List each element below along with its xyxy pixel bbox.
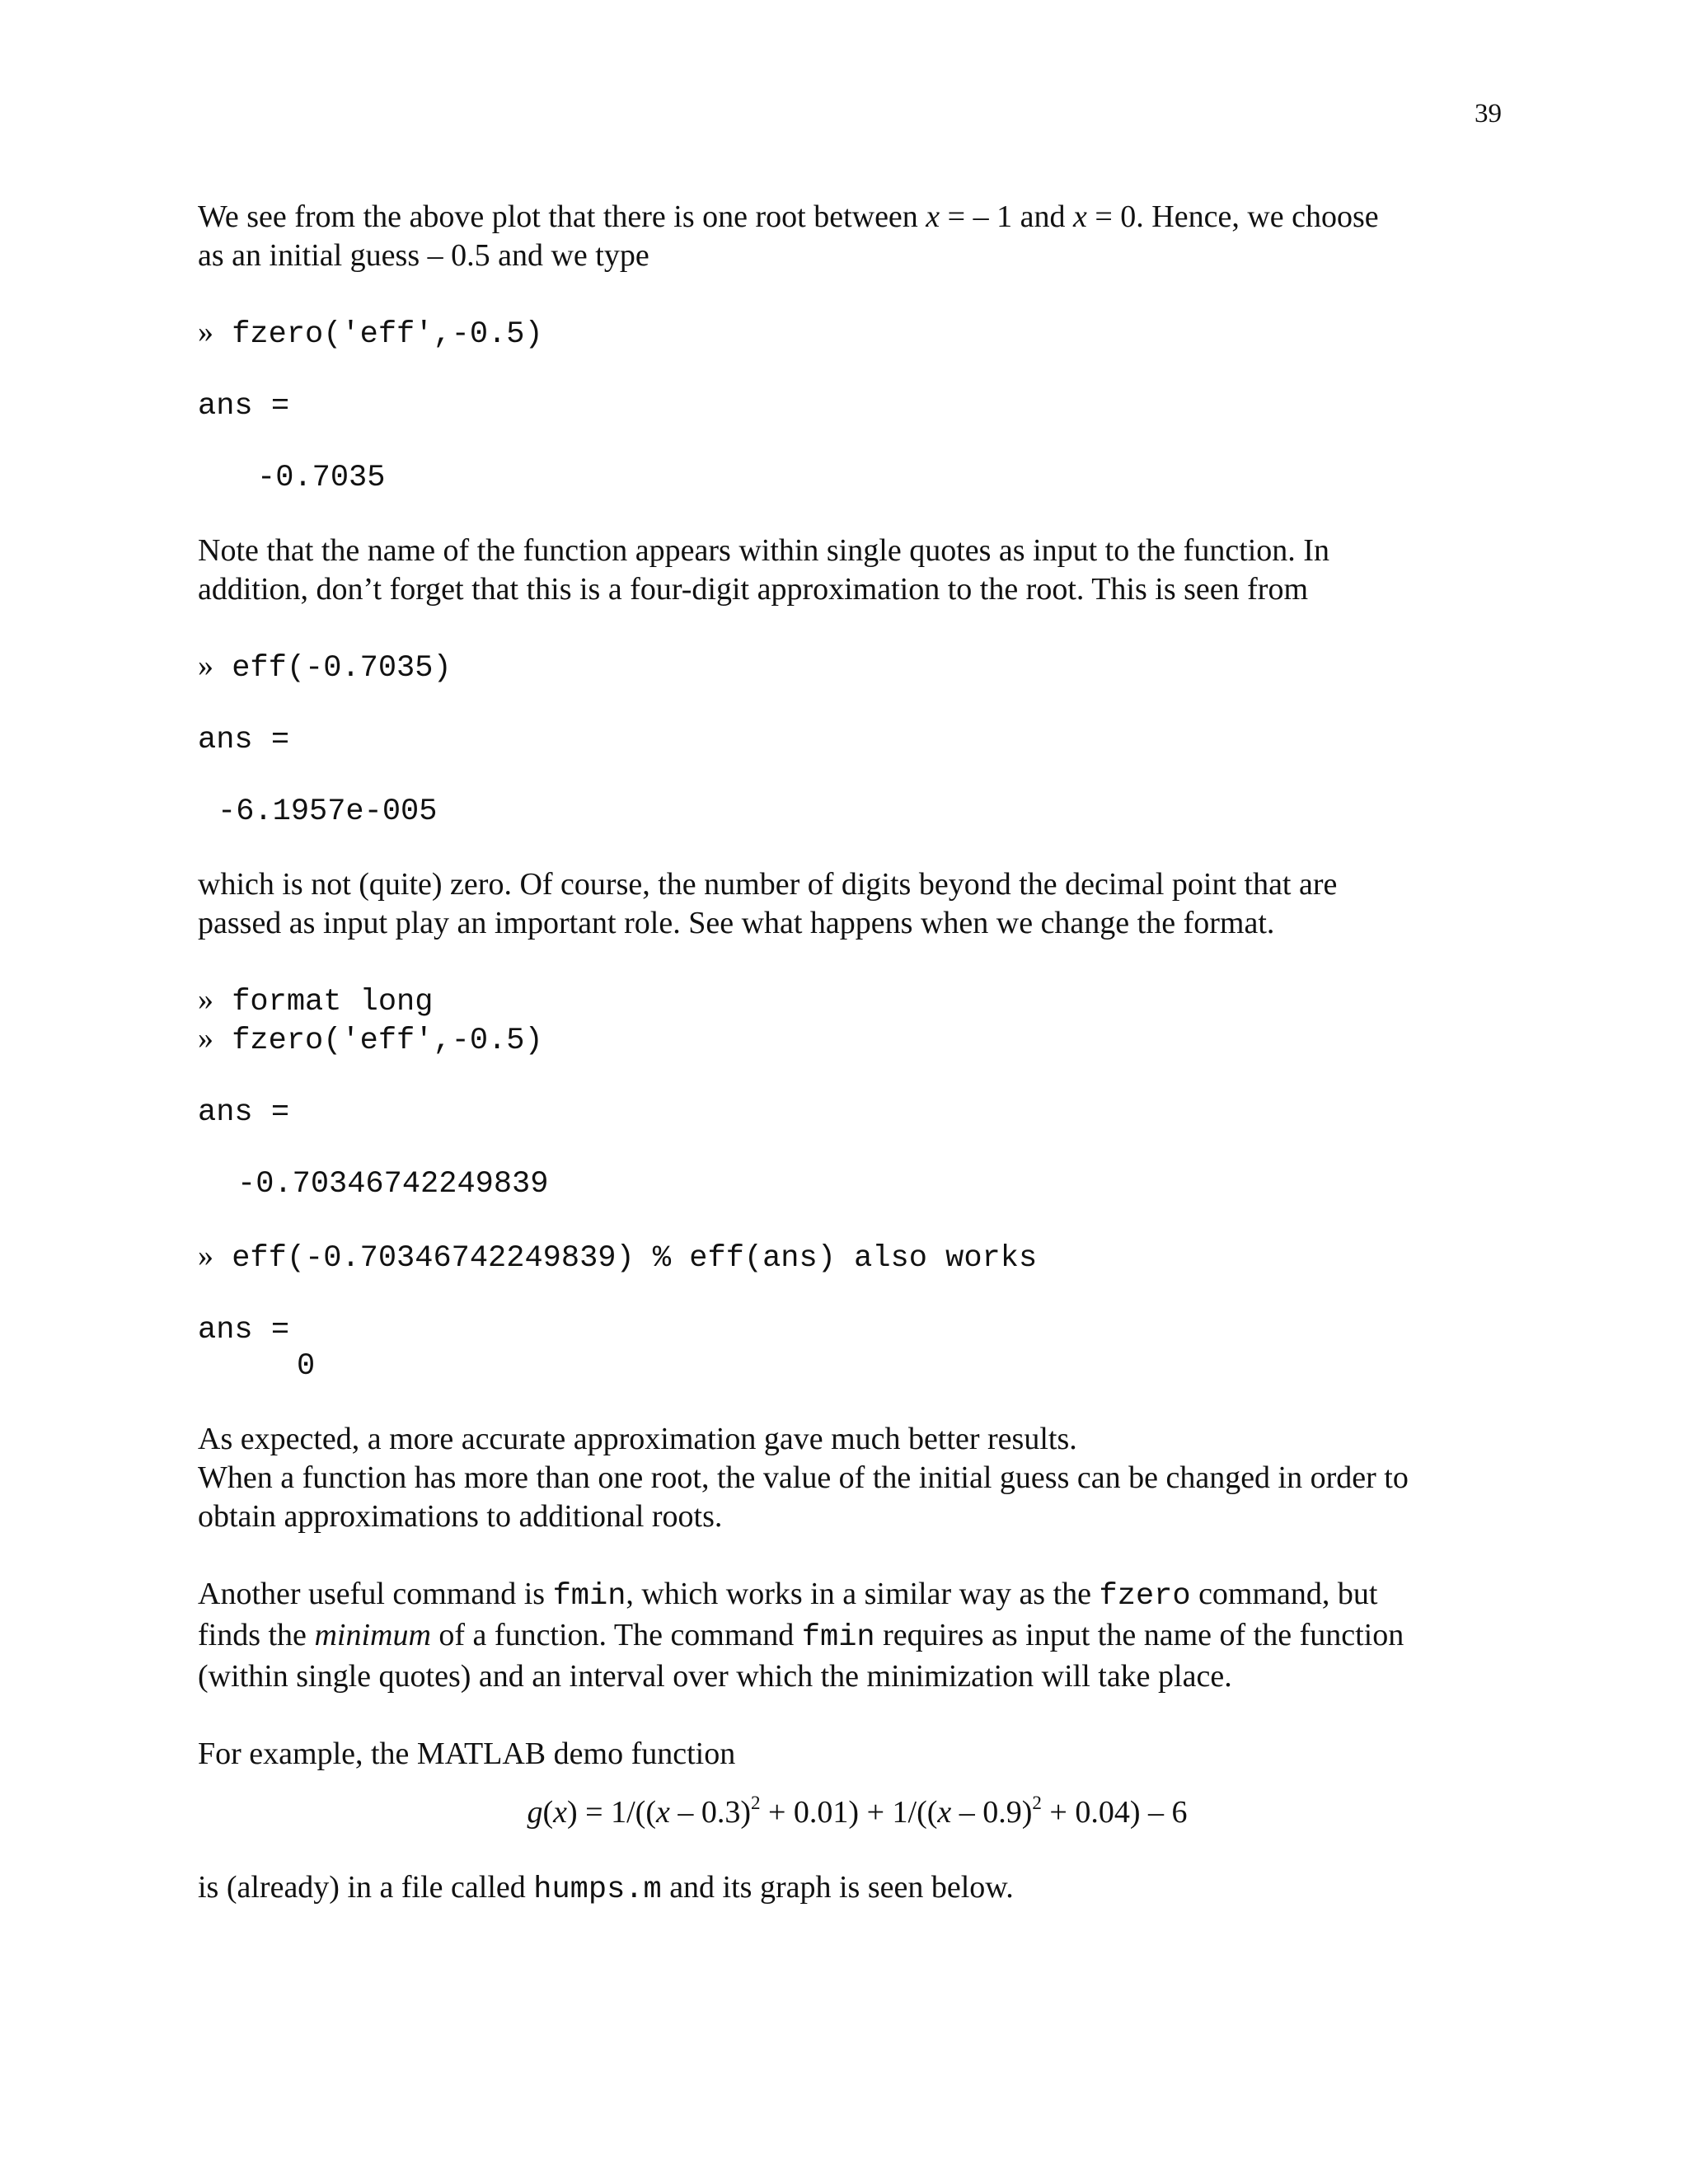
paragraph-expected: [198, 1420, 1517, 1536]
inline-code-fzero: fzero: [1099, 1579, 1191, 1614]
paragraph-line: For example, the MATLAB demo function: [198, 1736, 736, 1771]
paragraph-line: finds the minimum of a function. The command fmin requires as input the name of the function: [198, 1618, 1404, 1655]
paragraph-not-zero: [198, 865, 1517, 943]
variable-x: x: [926, 199, 940, 234]
variable-x: x: [655, 1795, 670, 1830]
paragraph-line: obtain approximations to additional roots.: [198, 1499, 723, 1534]
inline-code-humps-file: humps.m: [533, 1872, 662, 1907]
paragraph-line: as an initial guess – 0.5 and we type: [198, 238, 649, 273]
code-result-value: -0.70346742249839: [237, 1167, 549, 1202]
exponent: 2: [1032, 1793, 1042, 1814]
code-result-value: 0: [297, 1349, 316, 1384]
code-ans-label: ans =: [198, 1095, 290, 1130]
paragraph-line: Another useful command is fmin, which works in a similar way as the fzero command, but: [198, 1577, 1378, 1614]
paragraph-line: addition, don’t forget that this is a four-digit approximation to the root. This is seen from: [198, 572, 1308, 607]
paragraph-example: [198, 1735, 1517, 1774]
code-ans-label: ans =: [198, 723, 290, 757]
paragraph-fmin: [198, 1575, 1517, 1696]
paragraph-line: which is not (quite) zero. Of course, the number of digits beyond the decimal point that are: [198, 867, 1338, 902]
paragraph-line: As expected, a more accurate approximation gave much better results.: [198, 1422, 1077, 1456]
paragraph-intro: [198, 198, 1517, 275]
paragraph-line: When a function has more than one root, the value of the initial guess can be changed in order to: [198, 1460, 1409, 1495]
code-command-eff-long: » eff(-0.70346742249839) % eff(ans) also works: [198, 1239, 1038, 1276]
prompt-symbol: »: [198, 649, 213, 683]
paragraph-line: (within single quotes) and an interval over which the minimization will take place.: [198, 1659, 1232, 1694]
code-result-value: -0.7035: [257, 461, 386, 495]
variable-x: x: [1072, 199, 1087, 234]
variable-x: x: [937, 1795, 952, 1830]
prompt-symbol: »: [198, 982, 213, 1017]
code-command-eff: » eff(-0.7035): [198, 649, 452, 686]
paragraph-line: passed as input play an important role. See what happens when we change the format.: [198, 906, 1275, 940]
prompt-symbol: »: [198, 1239, 213, 1273]
paragraph-note: [198, 532, 1517, 609]
page-content: [198, 198, 1517, 1948]
code-ans-label: ans =: [198, 389, 290, 424]
page-number: 39: [1475, 99, 1502, 129]
inline-code-fmin: fmin: [801, 1620, 875, 1655]
code-command-fzero: » fzero('eff',-0.5): [198, 1021, 543, 1058]
paragraph-line: We see from the above plot that there is one root between x = – 1 and x = 0. Hence, we choose: [198, 199, 1379, 234]
paragraph-line: is (already) in a file called humps.m and its graph is seen below.: [198, 1870, 1014, 1907]
code-command-format-long: » format long: [198, 982, 434, 1019]
paragraph-humps-file: [198, 1868, 1517, 1910]
paragraph-line: Note that the name of the function appears within single quotes as input to the function. In: [198, 533, 1329, 568]
inline-code-fmin: fmin: [552, 1579, 626, 1614]
prompt-symbol: »: [198, 1021, 213, 1056]
code-command-fzero: » fzero('eff',-0.5): [198, 315, 543, 352]
emphasis-minimum: minimum: [314, 1618, 431, 1652]
function-name-g: g: [527, 1795, 543, 1830]
exponent: 2: [751, 1793, 761, 1814]
equation-humps: g(x) = 1/((x – 0.3)$^2$ + 0.01) + 1/((x – 0.9)$^2$ + 0.04) – 6: [527, 1793, 1188, 1830]
prompt-symbol: »: [198, 315, 213, 349]
variable-x: x: [553, 1795, 568, 1830]
code-result-value: -6.1957e-005: [218, 794, 438, 829]
code-ans-label: ans =: [198, 1313, 290, 1347]
